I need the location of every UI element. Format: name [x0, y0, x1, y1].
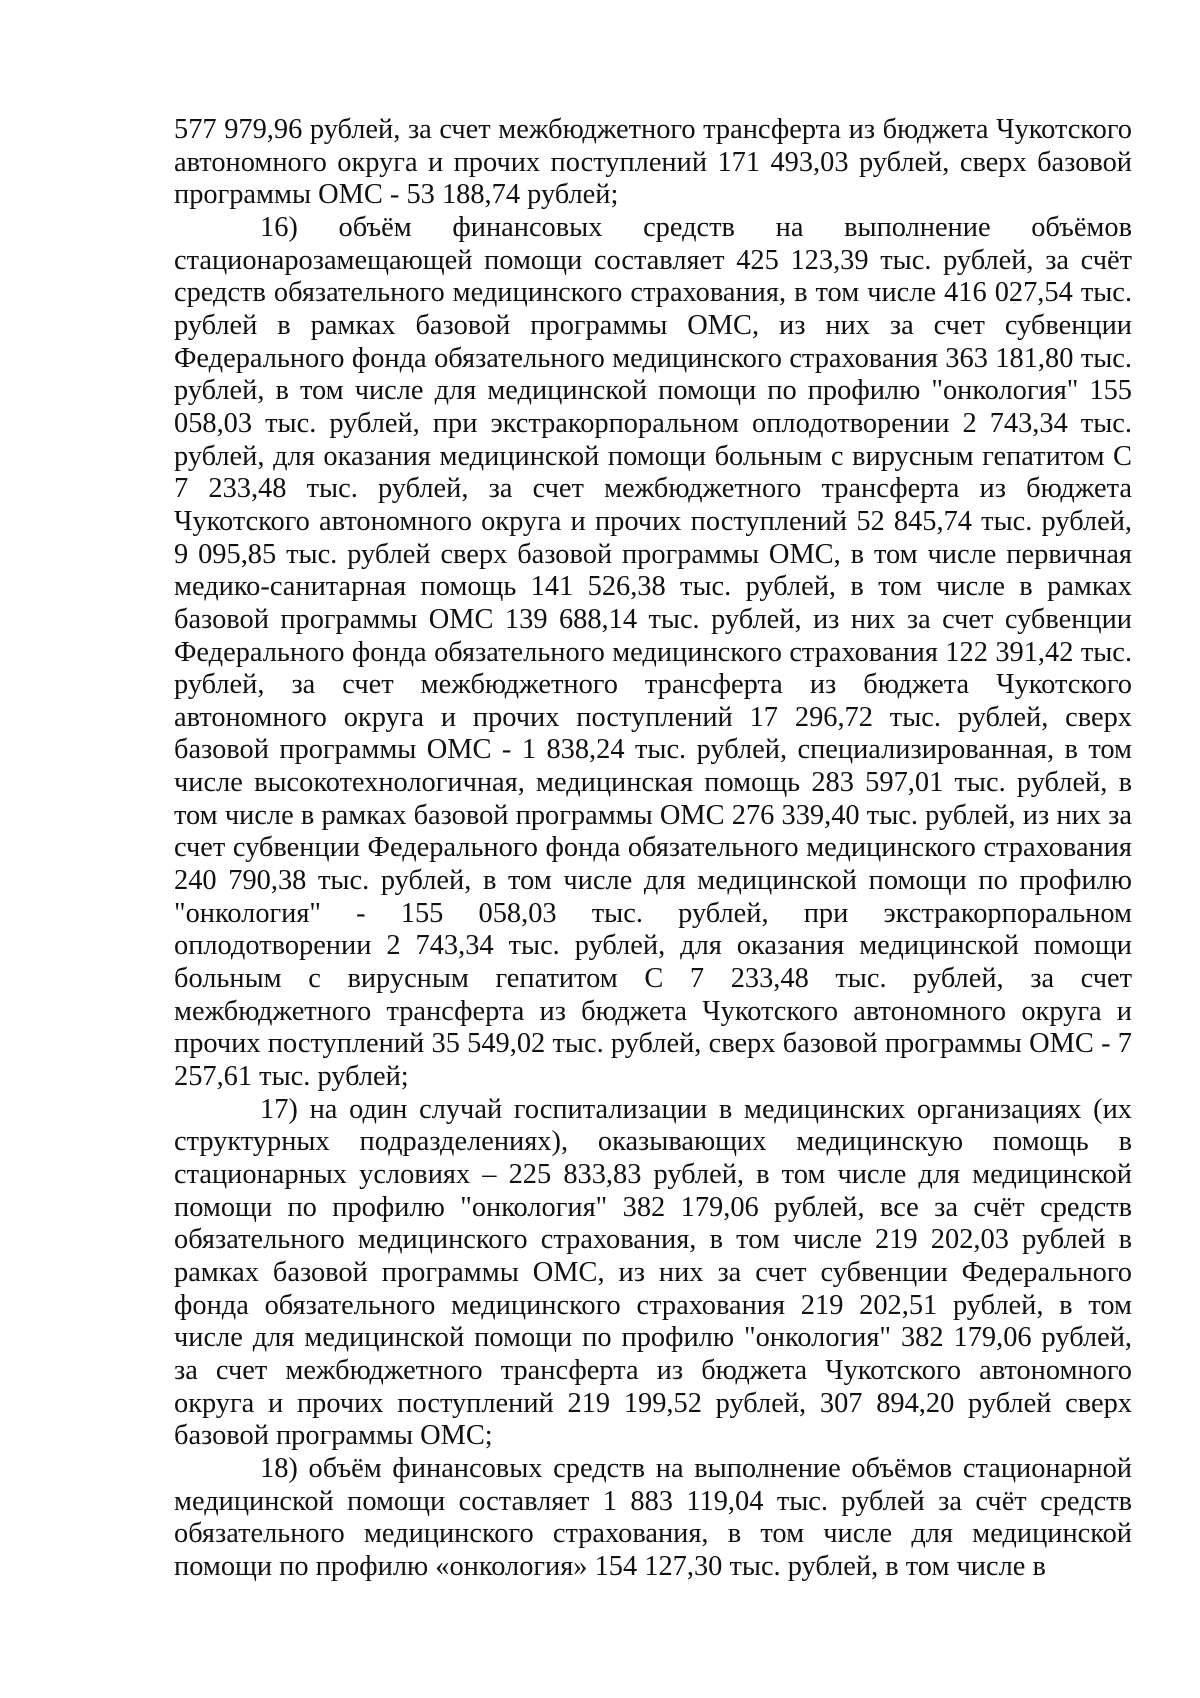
paragraph-continuation: 577 979,96 рублей, за счет межбюджетного трансферта из бюджета Чукотского автономного округа и прочих поступлений 171 493,03 рублей, сверх базовой программы ОМС - 53 188,74 рублей;	[174, 114, 1132, 211]
paragraph-item-17: 17) на один случай госпитализации в медицинских организациях (их структурных подразделениях), оказывающих медицинскую помощь в стационарных условиях – 225 833,83 рублей, в том числе для медицинской помощи по профилю "онкология" 382 179,06 рублей, все за счёт средств обязательного медицинского страхования, в том числе 219 202,03 рублей в рамках базовой программы ОМС, из них за счет субвенции Федерального фонда обязательного медицинского страхования 219 202,51 рублей, в том числе для медицинской помощи по профилю "онкология" 382 179,06 рублей, за счет межбюджетного трансферта из бюджета Чукотского автономного округа и прочих поступлений 219 199,52 рублей, 307 894,20 рублей сверх базовой программы ОМС;	[174, 1093, 1132, 1452]
document-body	[174, 114, 1132, 1584]
paragraph-item-16: 16) объём финансовых средств на выполнение объёмов стационарозамещающей помощи составляет 425 123,39 тыс. рублей, за счёт средств обязательного медицинского страхования, в том числе 416 027,54 тыс. рублей в рамках базовой программы ОМС, из них за счет субвенции Федерального фонда обязательного медицинского страхования 363 181,80 тыс. рублей, в том числе для медицинской помощи по профилю "онкология" 155 058,03 тыс. рублей, при экстракорпоральном оплодотворении 2 743,34 тыс. рублей, для оказания медицинской помощи больным с вирусным гепатитом С 7 233,48 тыс. рублей, за счет межбюджетного трансферта из бюджета Чукотского автономного округа и прочих поступлений 52 845,74 тыс. рублей, 9 095,85 тыс. рублей сверх базовой программы ОМС, в том числе первичная медико-санитарная помощь 141 526,38 тыс. рублей, в том числе в рамках базовой программы ОМС 139 688,14 тыс. рублей, из них за счет субвенции Федерального фонда обязательного медицинского страхования 122 391,42 тыс. рублей, за счет межбюджетного трансферта из бюджета Чукотского автономного округа и прочих поступлений 17 296,72 тыс. рублей, сверх базовой программы ОМС - 1 838,24 тыс. рублей, специализированная, в том числе высокотехнологичная, медицинская помощь 283 597,01 тыс. рублей, в том числе в рамках базовой программы ОМС 276 339,40 тыс. рублей, из них за счет субвенции Федерального фонда обязательного медицинского страхования 240 790,38 тыс. рублей, в том числе для медицинской помощи по профилю "онкология" - 155 058,03 тыс. рублей, при экстракорпоральном оплодотворении 2 743,34 тыс. рублей, для оказания медицинской помощи больным с вирусным гепатитом С 7 233,48 тыс. рублей, за счет межбюджетного трансферта из бюджета Чукотского автономного округа и прочих поступлений 35 549,02 тыс. рублей, сверх базовой программы ОМС - 7 257,61 тыс. рублей;	[174, 211, 1132, 1093]
paragraph-item-18: 18) объём финансовых средств на выполнение объёмов стационарной медицинской помощи составляет 1 883 119,04 тыс. рублей за счёт средств обязательного медицинского страхования, в том числе для медицинской помощи по профилю «онкология» 154 127,30 тыс. рублей, в том числе в	[174, 1452, 1132, 1582]
